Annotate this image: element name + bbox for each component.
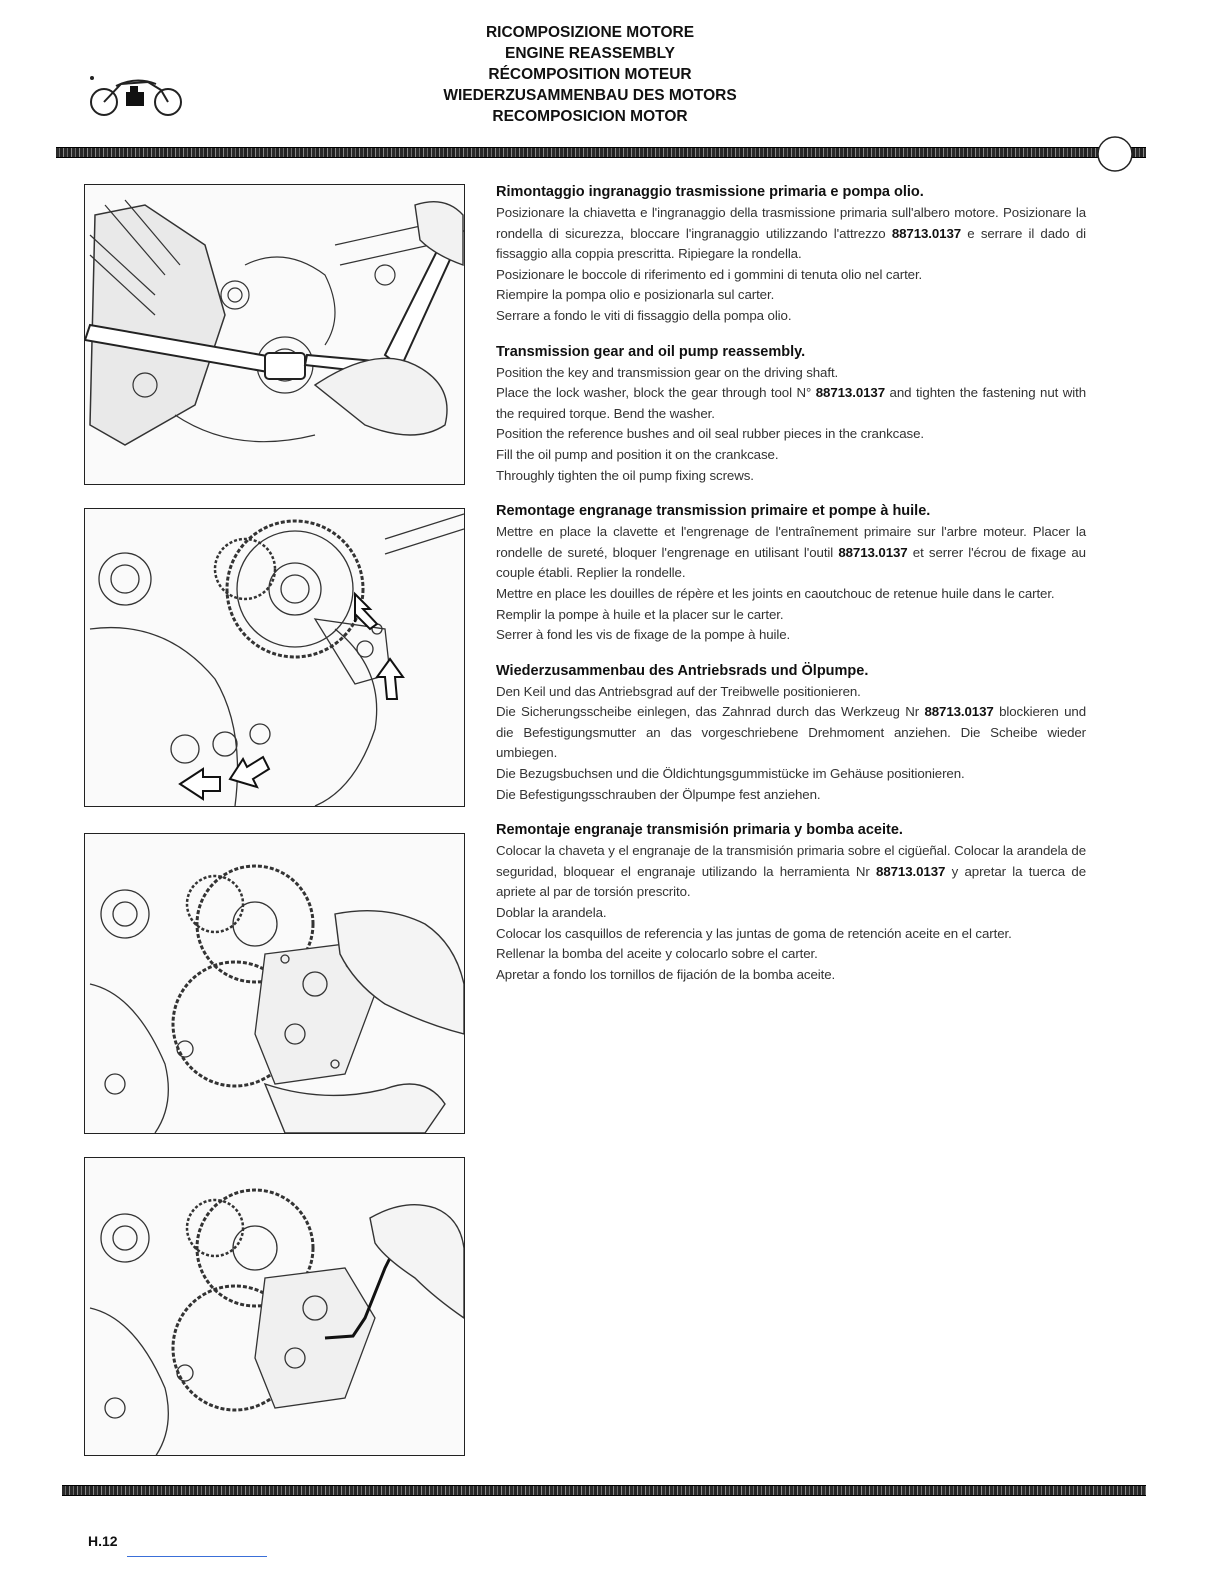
- footer-divider: [62, 1485, 1146, 1496]
- text-run: Posizionare la chiavetta e l'ingranaggio della trasmissione primaria sull'albero motore. Posizionare la rondella di sicurezza, bloccare l'ingranaggio utilizzando l'attrezzo: [496, 205, 1086, 241]
- paragraph: Posizionare le boccole di riferimento ed i gommini di tenuta olio nel carter.: [496, 266, 923, 282]
- instructions-column: [496, 184, 1086, 1002]
- title-fr: RÉCOMPOSITION MOTEUR: [488, 66, 692, 83]
- oil-pump-hands-illustration: [85, 834, 464, 1133]
- page-title-block: [380, 22, 800, 127]
- footer-link-line: [127, 1556, 267, 1557]
- tool-code: 88713.0137: [924, 704, 994, 720]
- section-heading: Remontage engranage transmission primaire et pompe à huile.: [496, 503, 931, 520]
- paragraph: Position the key and transmission gear on the driving shaft.: [496, 364, 839, 380]
- paragraph: Remplir la pompe à huile et la placer sur le carter.: [496, 606, 784, 622]
- paragraph: Die Befestigungsschrauben der Ölpumpe fest anziehen.: [496, 786, 821, 802]
- paragraph: Serrare a fondo le viti di fissaggio della pompa olio.: [496, 307, 792, 323]
- motorcycle-engine-icon: [86, 72, 186, 118]
- paragraph: [496, 203, 1086, 265]
- torque-wrench-illustration: [85, 185, 464, 484]
- paragraph: Riempire la pompa olio e posizionarla sul carter.: [496, 287, 775, 303]
- tool-code: 88713.0137: [815, 385, 886, 401]
- text-run: blockieren und die Befestigungsmutter an das vorgeschriebene Drehmoment anziehen. Die Scheibe wieder umbiegen.: [496, 704, 1086, 761]
- text-run: Mettre en place la clavette et l'engrenage de l'entraînement primaire sur l'arbre moteur. Placer la rondelle de sureté, bloquer l'engrenage en utilisant l'outil: [496, 524, 1086, 560]
- tool-code: 88713.0137: [891, 225, 962, 241]
- paragraph: Doblar la arandela.: [496, 905, 607, 921]
- section-spanish: [496, 822, 1086, 985]
- text-run: Colocar la chaveta y el engranaje de la transmisión primaria sobre el cigüeñal. Colocar la arandela de seguridad, bloquear el engranaje utilizando la herramienta Nr: [496, 843, 1086, 879]
- text-run: e serrare il dado di fissaggio alla coppia prescritta. Ripiegare la rondella.: [496, 225, 1086, 262]
- section-italian: [496, 184, 1086, 327]
- text-run: Die Sicherungsscheibe einlegen, das Zahnrad durch das Werkzeug Nr: [496, 704, 925, 720]
- paragraph: Position the reference bushes and oil seal rubber pieces in the crankcase.: [496, 426, 924, 442]
- allen-key-illustration: [85, 1158, 464, 1455]
- text-run: y apretar la tuerca de apriete al par de torsión prescrito.: [496, 863, 1087, 900]
- paragraph: Den Keil und das Antriebsgrad auf der Treibwelle positionieren.: [496, 683, 861, 699]
- figure-allen-key: [84, 1157, 465, 1456]
- paragraph: Serrer à fond les vis de fixage de la pompe à huile.: [496, 627, 791, 643]
- paragraph: Throughly tighten the oil pump fixing screws.: [496, 467, 754, 483]
- paragraph: Colocar los casquillos de referencia y las juntas de goma de retención aceite en el carter.: [496, 925, 1012, 941]
- paragraph: [496, 522, 1086, 584]
- section-german: [496, 663, 1086, 806]
- section-french: [496, 503, 1086, 646]
- header-divider: [56, 147, 1146, 158]
- title-es: RECOMPOSICION MOTOR: [492, 108, 688, 125]
- paragraph: Fill the oil pump and position it on the crankcase.: [496, 446, 779, 462]
- section-heading: Rimontaggio ingranaggio trasmissione primaria e pompa olio.: [496, 184, 924, 200]
- paragraph: [496, 383, 1086, 424]
- gear-arrows-illustration: [85, 509, 464, 806]
- page-number: H.12: [88, 1533, 118, 1549]
- text-run: et serrer l'écrou de fixage au couple établi. Replier la rondelle.: [496, 544, 1086, 581]
- paragraph: Rellenar la bomba del aceite y colocarlo sobre el carter.: [496, 946, 818, 962]
- section-english: [496, 344, 1086, 487]
- section-heading: Remontaje engranaje transmisión primaria y bomba aceite.: [496, 822, 903, 839]
- paragraph: [496, 841, 1086, 903]
- text-run: and tighten the fastening nut with the required torque. Bend the washer.: [496, 385, 1087, 421]
- paragraph: Apretar a fondo los tornillos de fijación de la bomba aceite.: [496, 966, 836, 982]
- section-heading: Wiederzusammenbau des Antriebsrads und Ölpumpe.: [496, 662, 869, 679]
- tool-code: 88713.0137: [838, 544, 908, 560]
- figure-torque-wrench: [84, 184, 465, 485]
- title-it: RICOMPOSIZIONE MOTORE: [485, 24, 695, 41]
- paragraph: [496, 702, 1086, 764]
- tool-code: 88713.0137: [876, 863, 946, 879]
- section-tab-marker: [1085, 134, 1147, 174]
- text-run: Place the lock washer, block the gear through tool N°: [496, 385, 816, 401]
- title-en: ENGINE REASSEMBLY: [505, 45, 675, 62]
- paragraph: Die Bezugsbuchsen und die Öldichtungsgummistücke im Gehäuse positionieren.: [496, 766, 965, 782]
- paragraph: Mettre en place les douilles de répère et les joints en caoutchouc de retenue huile dans le carter.: [496, 585, 1055, 601]
- figure-gear-arrows: [84, 508, 465, 807]
- section-heading: Transmission gear and oil pump reassembly.: [496, 343, 806, 360]
- figure-oil-pump-hands: [84, 833, 465, 1134]
- title-de: WIEDERZUSAMMENBAU DES MOTORS: [443, 87, 737, 104]
